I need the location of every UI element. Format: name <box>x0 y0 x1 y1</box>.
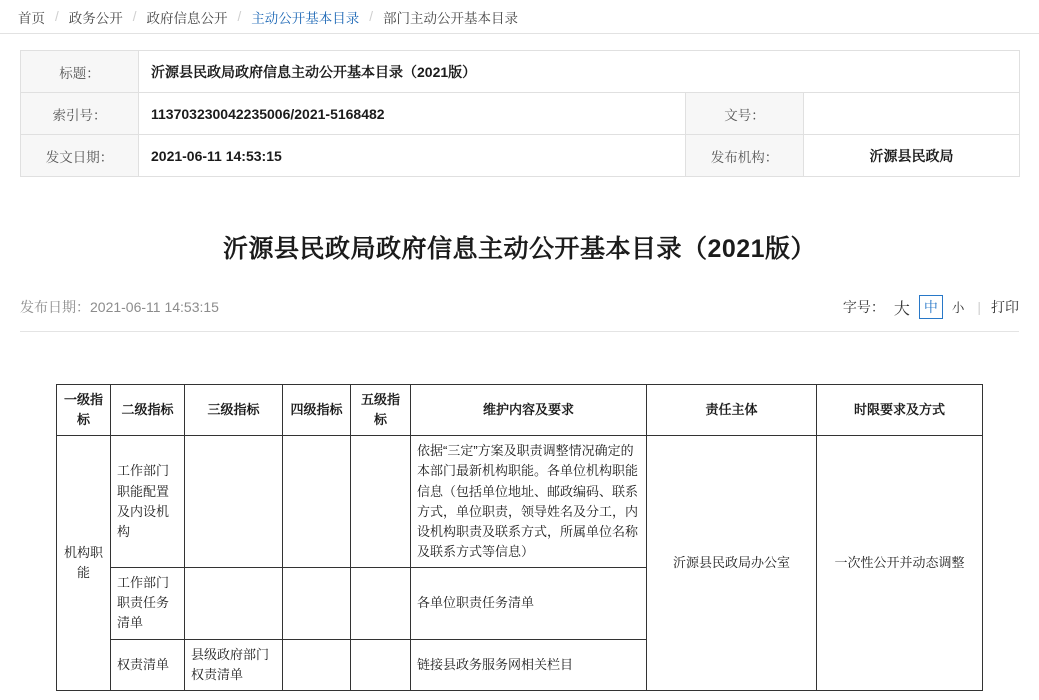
col-header-level3: 三级指标 <box>185 385 283 436</box>
cell-owner-0: 沂源县民政局办公室 <box>647 436 817 691</box>
table-row <box>21 51 1020 93</box>
col-header-level2: 二级指标 <box>111 385 185 436</box>
breadcrumb-item-department-catalog[interactable]: 部门主动公开基本目录 <box>383 10 519 26</box>
cell-level3-0 <box>185 436 283 568</box>
cell-level2-2: 权责清单 <box>111 639 185 690</box>
cell-level5-1 <box>351 568 411 639</box>
table-header-row <box>57 385 983 436</box>
breadcrumb-separator: / <box>237 9 242 24</box>
disclosure-catalog-table <box>56 384 983 691</box>
fontsize-large-button[interactable]: 大 <box>893 300 910 318</box>
cell-content-0: 依据“三定”方案及职责调整情况确定的本部门最新机构职能。各单位机构职能信息（包括单位地址、邮政编码、联系方式，单位职责，领导姓名及分工，内设机构职责及联系方式，所属单位名称及联系方式等信息） <box>411 436 647 568</box>
breadcrumb-item-home[interactable]: 首页 <box>18 10 45 26</box>
meta-value-docno <box>804 93 1020 135</box>
separator: | <box>977 299 981 315</box>
print-button[interactable]: 打印 <box>991 299 1019 315</box>
breadcrumb-separator: / <box>132 9 137 24</box>
meta-table <box>20 50 1020 177</box>
article-subbar <box>20 295 1019 332</box>
cell-level2-1: 工作部门职责任务清单 <box>111 568 185 639</box>
col-header-deadline: 时限要求及方式 <box>817 385 983 436</box>
meta-label-org: 发布机构： <box>686 135 804 177</box>
document-meta <box>0 34 1039 177</box>
fontsize-controls <box>843 295 1019 319</box>
meta-value-title: 沂源县民政局政府信息主动公开基本目录（2021版） <box>139 51 1020 93</box>
cell-deadline-0: 一次性公开并动态调整 <box>817 436 983 691</box>
table-row <box>57 436 983 568</box>
col-header-level4: 四级指标 <box>283 385 351 436</box>
breadcrumb-separator: / <box>55 9 59 24</box>
meta-label-title: 标题： <box>21 51 139 93</box>
publish-date: 发布日期：2021-06-11 14:53:15 <box>20 299 219 315</box>
col-header-level5: 五级指标 <box>351 385 411 436</box>
meta-label-docno: 文号： <box>686 93 804 135</box>
meta-label-date: 发文日期： <box>21 135 139 177</box>
col-header-level1: 一级指标 <box>57 385 111 436</box>
meta-label-index: 索引号： <box>21 93 139 135</box>
page-title: 沂源县民政局政府信息主动公开基本目录（2021版） <box>222 235 817 263</box>
meta-value-org: 沂源县民政局 <box>804 135 1020 177</box>
table-row <box>21 93 1020 135</box>
fontsize-small-button[interactable]: 小 <box>951 301 965 315</box>
meta-value-index: 113703230042235006/2021-5168482 <box>139 93 686 135</box>
breadcrumb-item-info-disclosure[interactable]: 政府信息公开 <box>146 10 228 26</box>
breadcrumb-item-government-affairs[interactable]: 政务公开 <box>68 10 123 26</box>
meta-value-date: 2021-06-11 14:53:15 <box>139 135 686 177</box>
cell-level2-0: 工作部门职能配置及内设机构 <box>111 436 185 568</box>
cell-level4-2 <box>283 639 351 690</box>
cell-content-1: 各单位职责任务清单 <box>411 568 647 639</box>
breadcrumb-item-basic-catalog[interactable]: 主动公开基本目录 <box>251 10 360 26</box>
cell-level4-0 <box>283 436 351 568</box>
fontsize-label: 字号： <box>842 299 885 315</box>
cell-level1-0: 机构职能 <box>57 436 111 691</box>
table-row <box>21 135 1020 177</box>
cell-level3-1 <box>185 568 283 639</box>
breadcrumb <box>0 0 1039 34</box>
cell-level3-2: 县级政府部门权责清单 <box>185 639 283 690</box>
cell-level4-1 <box>283 568 351 639</box>
col-header-content: 维护内容及要求 <box>411 385 647 436</box>
col-header-owner: 责任主体 <box>647 385 817 436</box>
cell-content-2: 链接县政务服务网相关栏目 <box>411 639 647 690</box>
document-body <box>0 332 1039 691</box>
cell-level5-2 <box>351 639 411 690</box>
breadcrumb-separator: / <box>369 9 374 24</box>
cell-level5-0 <box>351 436 411 568</box>
fontsize-medium-button[interactable]: 中 <box>919 295 943 319</box>
